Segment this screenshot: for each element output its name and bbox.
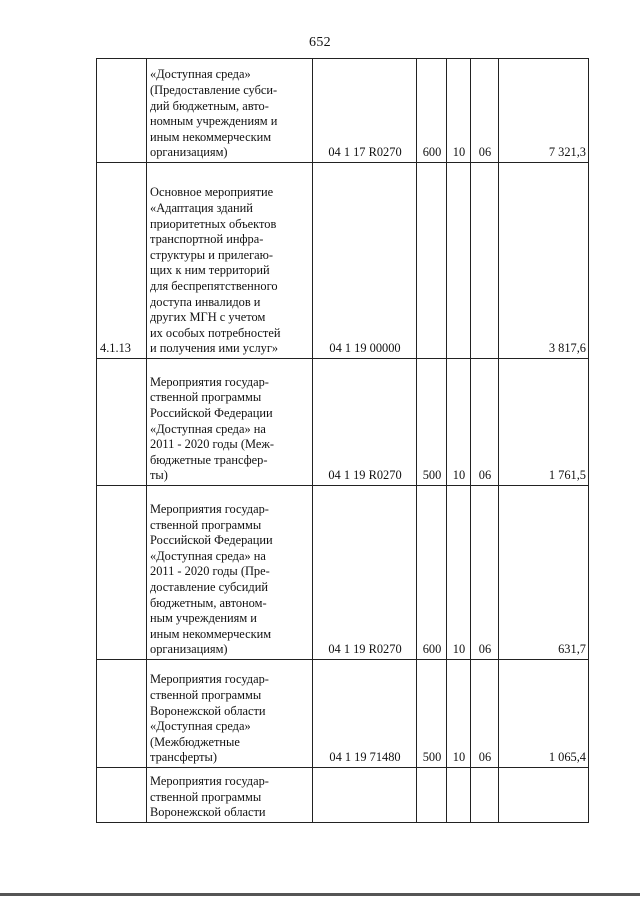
row-code: 04 1 17 R0270 bbox=[313, 59, 417, 163]
table-row bbox=[97, 59, 589, 163]
table-row bbox=[97, 486, 589, 660]
row-section bbox=[447, 768, 471, 823]
row-section: 10 bbox=[447, 660, 471, 768]
row-expense-type: 500 bbox=[417, 359, 447, 486]
page-number: 652 bbox=[309, 35, 331, 50]
row-expense-type: 600 bbox=[417, 486, 447, 660]
row-expense-type bbox=[417, 163, 447, 359]
row-code: 04 1 19 71480 bbox=[313, 660, 417, 768]
row-subsection bbox=[471, 768, 499, 823]
row-number: 4.1.13 bbox=[97, 163, 147, 359]
row-section bbox=[447, 163, 471, 359]
row-section: 10 bbox=[447, 59, 471, 163]
row-subsection: 06 bbox=[471, 59, 499, 163]
row-number bbox=[97, 359, 147, 486]
row-number bbox=[97, 486, 147, 660]
row-subsection bbox=[471, 163, 499, 359]
row-number bbox=[97, 768, 147, 823]
row-sum: 1 065,4 bbox=[499, 660, 589, 768]
row-sum: 7 321,3 bbox=[499, 59, 589, 163]
row-expense-type: 500 bbox=[417, 660, 447, 768]
row-name: Мероприятия государ- ственной программы Российской Федерации «Доступная среда» на 2011 - 2020 годы (Пре- доставление субсидий бюджетным, автоном- ным учреждениям и иным некоммерческим организациям) bbox=[147, 486, 313, 660]
row-subsection: 06 bbox=[471, 359, 499, 486]
page-bottom-edge bbox=[0, 893, 640, 896]
table-row bbox=[97, 660, 589, 768]
row-expense-type: 600 bbox=[417, 59, 447, 163]
row-name: Мероприятия государ- ственной программы Воронежской области «Доступная среда» (Межбюджетные трансферты) bbox=[147, 660, 313, 768]
budget-table bbox=[96, 58, 589, 823]
row-number bbox=[97, 59, 147, 163]
row-code: 04 1 19 00000 bbox=[313, 163, 417, 359]
table-row bbox=[97, 768, 589, 823]
row-expense-type bbox=[417, 768, 447, 823]
row-code: 04 1 19 R0270 bbox=[313, 359, 417, 486]
table-row bbox=[97, 163, 589, 359]
row-name: Мероприятия государ- ственной программы Российской Федерации «Доступная среда» на 2011 - 2020 годы (Меж- бюджетные трансфер- ты) bbox=[147, 359, 313, 486]
row-number bbox=[97, 660, 147, 768]
row-sum: 3 817,6 bbox=[499, 163, 589, 359]
row-sum bbox=[499, 768, 589, 823]
row-sum: 631,7 bbox=[499, 486, 589, 660]
row-subsection: 06 bbox=[471, 486, 499, 660]
row-section: 10 bbox=[447, 359, 471, 486]
row-sum: 1 761,5 bbox=[499, 359, 589, 486]
row-name: Основное мероприятие «Адаптация зданий приоритетных объектов транспортной инфра- структуры и прилегаю- щих к ним территорий для беспрепятственного доступа инвалидов и других МГН с учетом их особых потребностей и получения ими услуг» bbox=[147, 163, 313, 359]
table-row bbox=[97, 359, 589, 486]
row-subsection: 06 bbox=[471, 660, 499, 768]
row-section: 10 bbox=[447, 486, 471, 660]
row-name: «Доступная среда» (Предоставление субси- дий бюджетным, авто- номным учреждениям и иным некоммерческим организациям) bbox=[147, 59, 313, 163]
row-code: 04 1 19 R0270 bbox=[313, 486, 417, 660]
row-code bbox=[313, 768, 417, 823]
row-name: Мероприятия государ- ственной программы Воронежской области bbox=[147, 768, 313, 823]
